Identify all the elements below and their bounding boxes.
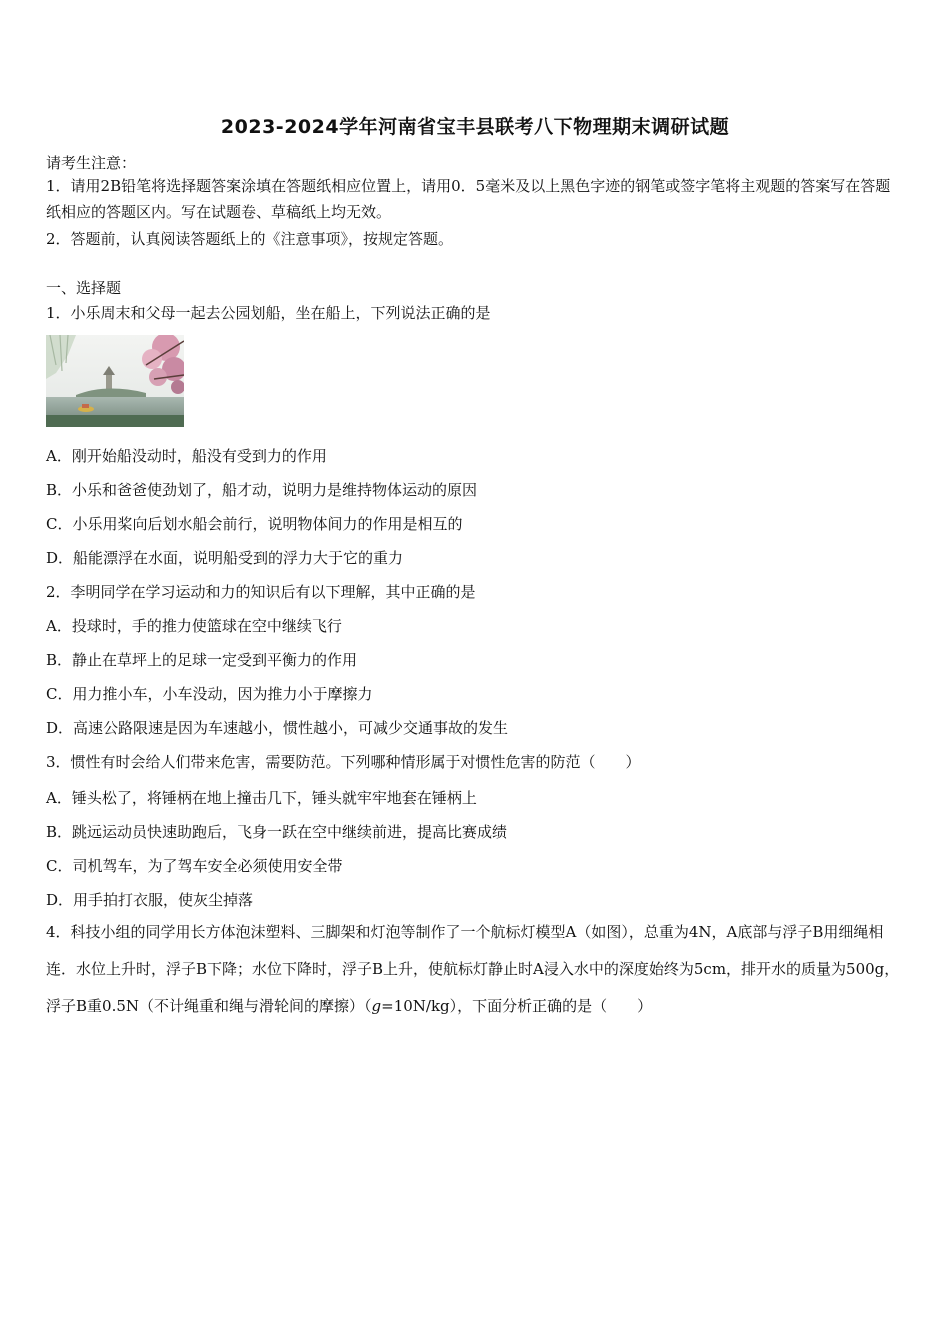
question-1-option-b: B．小乐和爸爸使劲划了，船才动，说明力是维持物体运动的原因: [46, 481, 478, 499]
question-2-option-a: A．投球时，手的推力使篮球在空中继续飞行: [46, 617, 342, 635]
page-title: 2023-2024学年河南省宝丰县联考八下物理期末调研试题: [220, 116, 730, 138]
question-2-option-d: D．高速公路限速是因为车速越小，惯性越小，可减少交通事故的发生: [46, 719, 509, 737]
park-boating-photo: [46, 335, 184, 427]
question-3-option-a: A．锤头松了，将锤柄在地上撞击几下，锤头就牢牢地套在锤柄上: [46, 789, 477, 807]
notice-item-1: 1．请用2B铅笔将选择题答案涂填在答题纸相应位置上，请用0．5毫米及以上黑色字迹的钢笔或签字笔将主观题的答案写在答题纸相应的答题区内。写在试题卷、草稿纸上均无效。: [46, 177, 891, 221]
question-1-option-c: C．小乐用桨向后划水船会前行，说明物体间力的作用是相互的: [46, 515, 463, 533]
question-2-stem: 2．李明同学在学习运动和力的知识后有以下理解，其中正确的是: [46, 583, 476, 601]
question-2-option-b: B．静止在草坪上的足球一定受到平衡力的作用: [46, 651, 358, 669]
question-1-option-a: A．刚开始船没动时，船没有受到力的作用: [46, 447, 327, 465]
question-3-stem: 3．惯性有时会给人们带来危害，需要防范。下列哪种情形属于对惯性危害的防范（ ）: [46, 753, 641, 771]
question-4-stem-part-2: =10N/kg），下面分析正确的是（ ）: [381, 997, 653, 1015]
question-4-stem: [46, 914, 904, 1025]
question-3-option-b: B．跳远运动员快速助跑后，飞身一跃在空中继续前进，提高比赛成绩: [46, 823, 508, 841]
question-4-stem-part-1: 4．科技小组的同学用长方体泡沫塑料、三脚架和灯泡等制作了一个航标灯模型A（如图），总重为4N，A底部与浮子B用细绳相连．水位上升时，浮子B下降；水位下降时，浮子B上升，使航标灯静止时A浸入水中的深度始终为5cm，排开水的质量为500g，浮子B重0.5N（不计绳重和绳与滑轮间的摩擦）（: [46, 923, 900, 1015]
question-2-option-c: C．用力推小车，小车没动，因为推力小于摩擦力: [46, 685, 373, 703]
gravity-constant-symbol: g: [371, 997, 382, 1015]
question-1-stem: 1．小乐周末和父母一起去公园划船，坐在船上，下列说法正确的是: [46, 304, 491, 322]
notice-item-2: 2．答题前，认真阅读答题纸上的《注意事项》，按规定答题。: [46, 230, 454, 248]
notice-heading: 请考生注意：: [46, 154, 137, 172]
question-3-option-d: D．用手拍打衣服，使灰尘掉落: [46, 891, 254, 909]
question-1-option-d: D．船能漂浮在水面，说明船受到的浮力大于它的重力: [46, 549, 404, 567]
section-heading: 一、选择题: [46, 279, 122, 297]
question-3-option-c: C．司机驾车，为了驾车安全必须使用安全带: [46, 857, 343, 875]
